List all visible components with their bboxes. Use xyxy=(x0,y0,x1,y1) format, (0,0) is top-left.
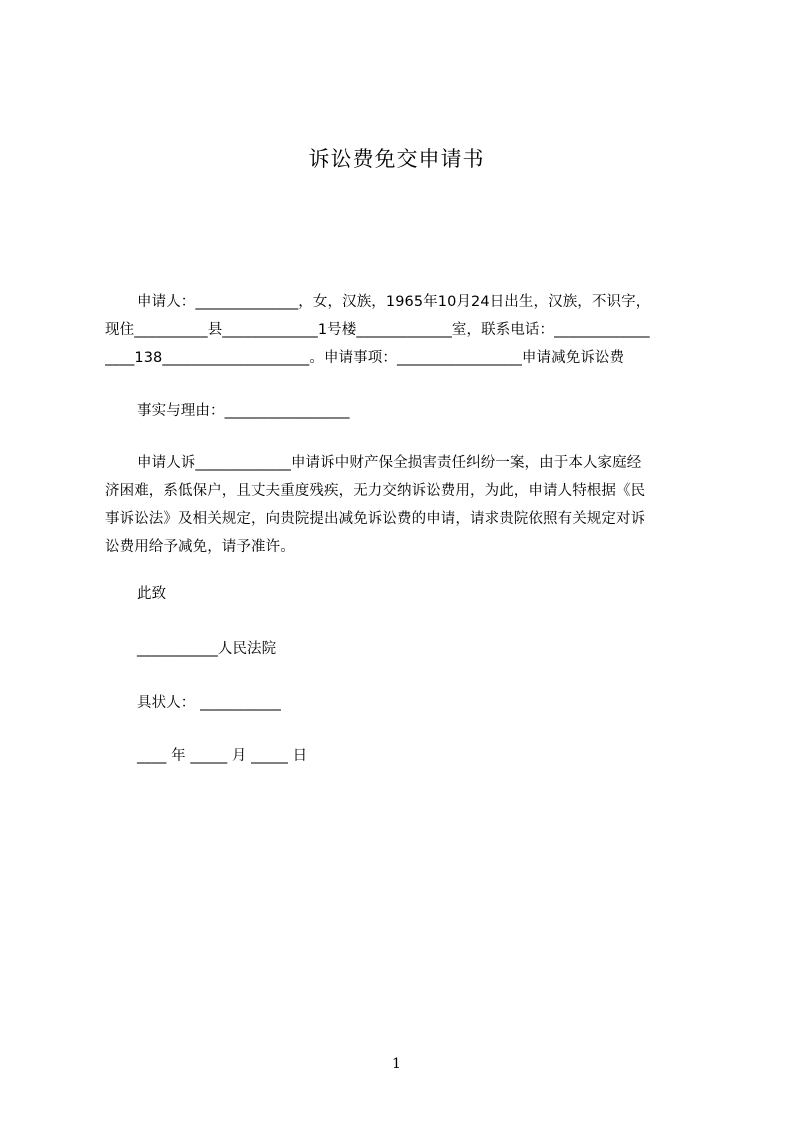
salutation-paragraph xyxy=(105,580,705,608)
court-line: ___________人民法院 xyxy=(137,641,277,657)
applicant-line: ____138____________________。申请事项：_________________申请减免诉讼费 xyxy=(105,350,625,366)
reason-line: 讼费用给予减免，请予准许。 xyxy=(105,539,295,555)
signer-line: 具状人： ___________ xyxy=(137,695,281,711)
page-number: 1 xyxy=(392,1056,401,1072)
reason-paragraph xyxy=(105,449,705,561)
applicant-line: 申请人：______________，女，汉族，1965年10月24日出生，汉族，不识字， xyxy=(137,294,651,310)
applicant-paragraph xyxy=(105,288,705,372)
court-paragraph xyxy=(105,635,705,663)
date-paragraph xyxy=(105,742,705,770)
signer-paragraph xyxy=(105,689,705,717)
reason-line: 事诉讼法》及相关规定，向贵院提出减免诉讼费的申请，请求贵院依照有关规定对诉 xyxy=(105,511,646,527)
date-line: ____ 年 _____ 月 _____ 日 xyxy=(137,748,308,764)
document-title: 诉讼费免交申请书 xyxy=(308,147,485,171)
facts-label-paragraph xyxy=(105,397,705,425)
reason-line: 申请人诉_____________申请诉中财产保全损害责任纠纷一案，由于本人家庭经 xyxy=(137,455,642,471)
facts-label-line: 事实与理由：_________________ xyxy=(137,403,350,419)
applicant-line: 现住__________县_____________1号楼_____________室，联系电话：_____________ xyxy=(105,322,650,338)
reason-line: 济困难，系低保户，且丈夫重度残疾，无力交纳诉讼费用，为此，申请人特根据《民 xyxy=(105,483,646,499)
salutation-line: 此致 xyxy=(137,586,167,602)
